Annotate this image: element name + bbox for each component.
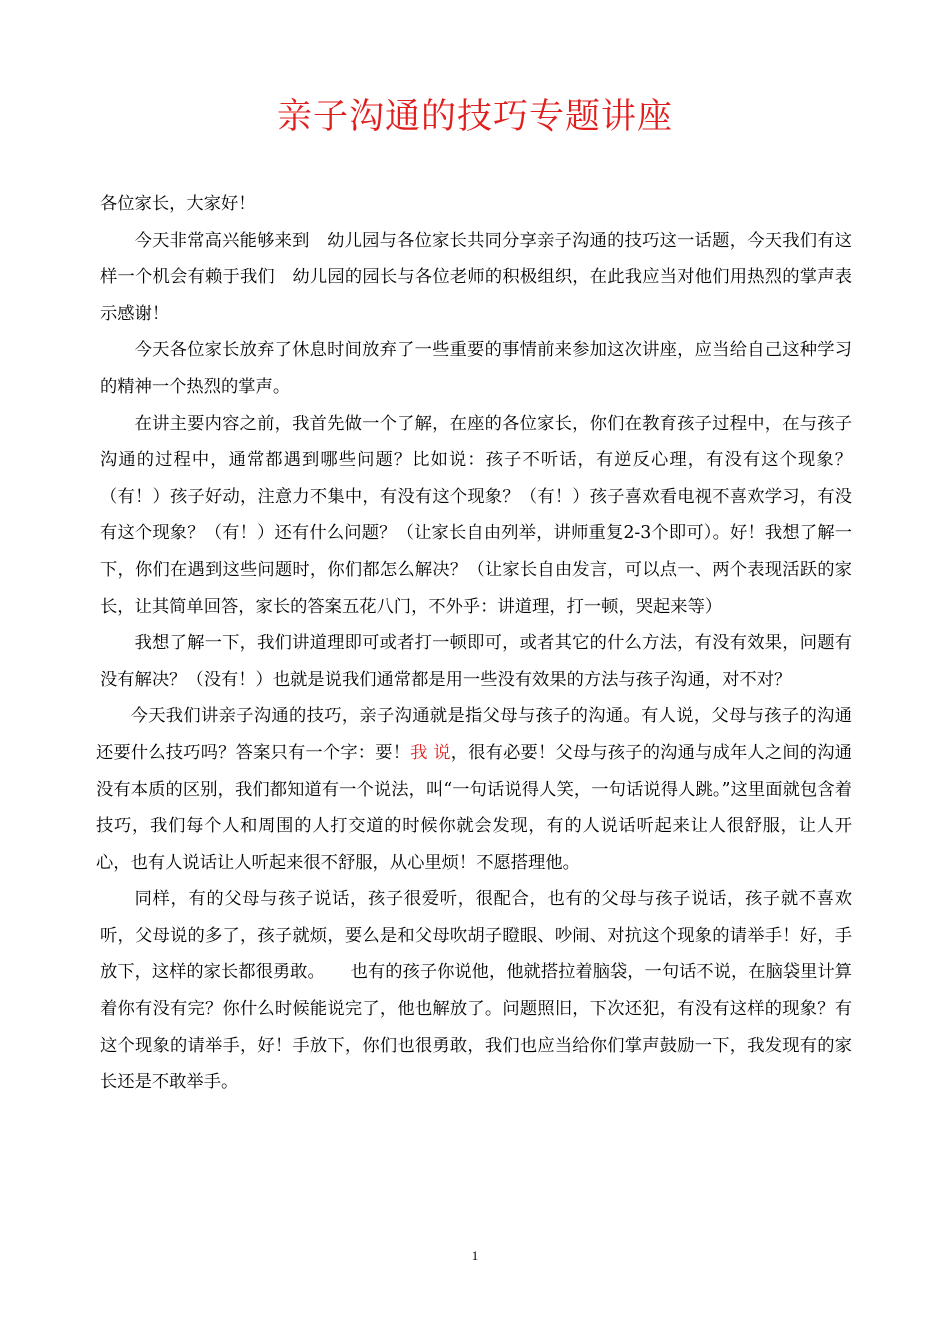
paragraph-5-part-2: ，很有必要！父母与孩子的沟通与成年人之间的沟通没有本质的区别，我们都知道有一个说法，叫“一句话说得人笑，一句话说得人跳。”这里面就包含着技巧，我们每个人和周围的人打交道的时候你就会发现，有的人说话听起来让人很舒服，让人开心，也有人说话让人听起来很不舒服，从心里烦！不愿搭理他。 — [96, 742, 852, 873]
paragraph-6: 同样，有的父母与孩子说话，孩子很爱听，很配合，也有的父母与孩子说话，孩子就不喜欢听，父母说的多了，孩子就烦，要么是和父母吹胡子瞪眼、吵闹、对抗这个现象的请举手！好，手放下，这样的家长都很勇敢。 也有的孩子你说他，他就搭拉着脑袋，一句话不说，在脑袋里计算着你有没有完？你什么时候能说完了，他也解放了。问题照旧，下次还犯，有没有这样的现象？有这个现象的请举手，好！手放下，你们也很勇敢，我们也应当给你们掌声鼓励一下，我发现有的家长还是不敢举手。 — [100, 889, 852, 1093]
paragraph-5 — [96, 698, 852, 881]
document-body — [96, 186, 852, 1101]
paragraph-2: 今天各位家长放弃了休息时间放弃了一些重要的事情前来参加这次讲座，应当给自己这种学习的精神一个热烈的掌声。 — [100, 340, 852, 397]
page-title: 亲子沟通的技巧专题讲座 — [276, 97, 673, 137]
greeting: 各位家长，大家好！ — [100, 194, 256, 214]
paragraph-5-part-1: 今天我们讲亲子沟通的技巧，亲子沟通就是指父母与孩子的沟通。有人说，父母与孩子的沟通还要什么技巧吗？答案只有一个字：要！ — [96, 706, 852, 763]
paragraph-3: 在讲主要内容之前，我首先做一个了解，在座的各位家长，你们在教育孩子过程中，在与孩子沟通的过程中，通常都遇到哪些问题？比如说：孩子不听话，有逆反心理，有没有这个现象？（有！）孩子好动，注意力不集中，有没有这个现象？（有！）孩子喜欢看电视不喜欢学习，有没有这个现象？（有！）还有什么问题？（让家长自由列举，讲师重复2-3个即可）。好！我想了解一下，你们在遇到这些问题时，你们都怎么解决？（让家长自由发言，可以点一、两个表现活跃的家长，让其简单回答，家长的答案五花八门，不外乎：讲道理，打一顿，哭起来等） — [100, 413, 852, 617]
highlighted-text: 我 说 — [410, 742, 451, 763]
paragraph-1: 今天非常高兴能够来到 幼儿园与各位家长共同分享亲子沟通的技巧这一话题，今天我们有这样一个机会有赖于我们 幼儿园的园长与各位老师的积极组织，在此我应当对他们用热烈的掌声表示感谢！ — [100, 230, 852, 324]
paragraph-4: 我想了解一下，我们讲道理即可或者打一顿即可，或者其它的什么方法，有没有效果，问题有没有解决？（没有！）也就是说我们通常都是用一些没有效果的方法与孩子沟通，对不对？ — [100, 633, 852, 690]
page-number: 1 — [471, 1248, 479, 1263]
